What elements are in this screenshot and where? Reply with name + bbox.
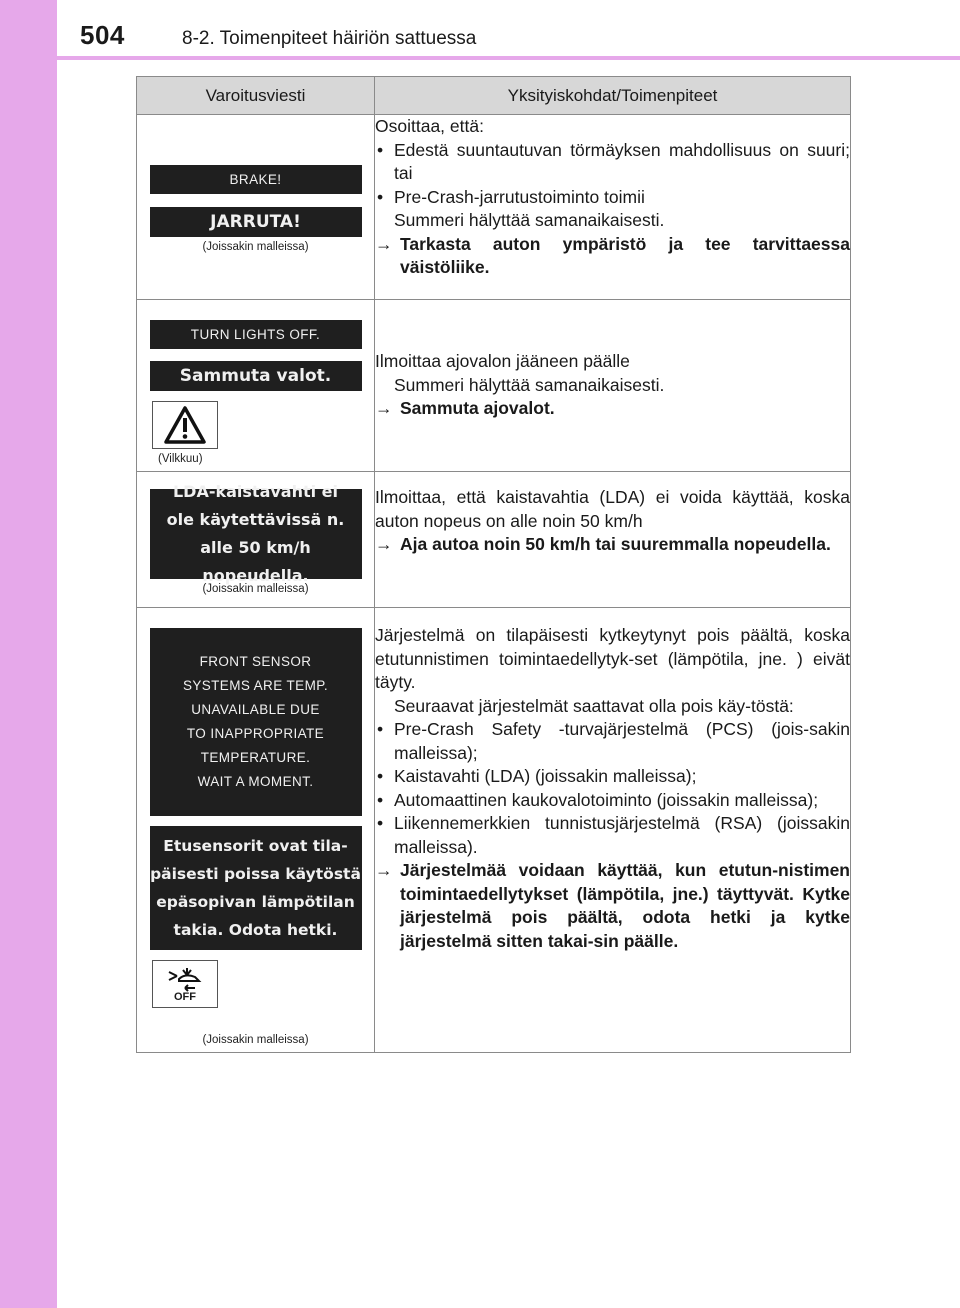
action-text: → Sammuta ajovalot. (375, 397, 850, 421)
caption: (Joissakin malleissa) (202, 1034, 309, 1046)
intro-text: Ilmoittaa ajovalon jääneen päälle (375, 351, 630, 372)
note-text: Seuraavat järjestelmät saattavat olla pois käy-töstä: (394, 695, 794, 716)
display-message-fi: LDA-kaistavahti ei ole käytettävissä n. alle 50 km/h nopeudella. (150, 489, 362, 579)
list-item: • Kaistavahti (LDA) (joissakin malleissa); (377, 766, 697, 786)
action-text: → Aja autoa noin 50 km/h tai suuremmalla nopeudella. (375, 533, 850, 557)
list-item: • Pre-Crash-jarrutustoiminto toimii (377, 186, 645, 207)
caption: (Vilkkuu) (158, 453, 203, 465)
action-text: → Järjestelmää voidaan käyttää, kun etutun-nistimen toimintaedellytykset (lämpötila, jne.) täyttyvät. Kytke järjestelmä pois päältä, odota hetki ja kytke järjestelmä sitten takai-sin päälle. (375, 860, 850, 951)
table-row (137, 115, 851, 300)
details-cell (375, 300, 851, 472)
caption: (Joissakin malleissa) (202, 583, 309, 595)
caption: (Joissakin malleissa) (202, 241, 309, 253)
details-cell (375, 608, 851, 1053)
warning-triangle-icon (152, 401, 218, 449)
header-divider (57, 56, 960, 60)
display-message-en: BRAKE! (150, 165, 362, 194)
display-message-fi: Etusensorit ovat tila- päisesti poissa käytöstä epäsopivan lämpötilan takia. Odota hetki. (150, 826, 362, 950)
arrow-icon: → (375, 233, 393, 254)
note-text: Summeri hälyttää samanaikaisesti. (394, 374, 665, 395)
warning-message-table (136, 76, 851, 1053)
table-row (137, 300, 851, 472)
display-message-en: FRONT SENSOR SYSTEMS ARE TEMP. UNAVAILABLE DUE TO INAPPROPRIATE TEMPERATURE. WAIT A MOMENT. (150, 628, 362, 816)
arrow-icon: → (375, 860, 393, 880)
table-header-row (137, 77, 851, 115)
table-row (137, 472, 851, 608)
list-item: • Pre-Crash Safety -turvajärjestelmä (PCS) (jois-sakin malleissa); (377, 719, 850, 763)
intro-text: Osoittaa, että: (375, 116, 484, 136)
column-header: Varoitusviesti (137, 77, 375, 115)
section-title: 8-2. Toimenpiteet häiriön sattuessa (182, 28, 477, 49)
message-cell (137, 608, 375, 1053)
table-row (137, 608, 851, 1053)
intro-text: Ilmoittaa, että kaistavahtia (LDA) ei voida käyttää, koska auton nopeus on alle noin 50 km/h (375, 487, 850, 531)
display-message-fi: Sammuta valot. (150, 361, 362, 391)
list-item: • Liikennemerkkien tunnistusjärjestelmä (RSA) (joissakin malleissa). (377, 813, 850, 857)
display-message-en: TURN LIGHTS OFF. (150, 320, 362, 349)
arrow-icon: → (375, 534, 393, 554)
page-number: 504 (80, 20, 125, 50)
arrow-icon: → (375, 398, 393, 419)
details-cell (375, 115, 851, 300)
page-side-tab (0, 0, 57, 1308)
message-cell (137, 300, 375, 472)
intro-text: Järjestelmä on tilapäisesti kytkeytynyt pois päältä, koska etutunnistimen toimintaedellytyk-set (lämpötila, jne. ) eivät täyty. (375, 625, 850, 692)
message-cell (137, 472, 375, 608)
display-message-fi: JARRUTA! (150, 207, 362, 237)
page-header (57, 0, 960, 60)
pcs-off-icon: OFF (152, 960, 218, 1008)
details-cell (375, 472, 851, 608)
column-header: Yksityiskohdat/Toimenpiteet (375, 77, 851, 115)
action-text: → Tarkasta auton ympäristö ja tee tarvittaessa väistöliike. (375, 233, 850, 277)
list-item: • Edestä suuntautuvan törmäyksen mahdollisuus on suuri; tai (377, 139, 850, 183)
note-text: Summeri hälyttää samanaikaisesti. (394, 210, 665, 230)
message-cell (137, 115, 375, 300)
list-item: • Automaattinen kaukovalotoiminto (joissakin malleissa); (377, 789, 819, 810)
